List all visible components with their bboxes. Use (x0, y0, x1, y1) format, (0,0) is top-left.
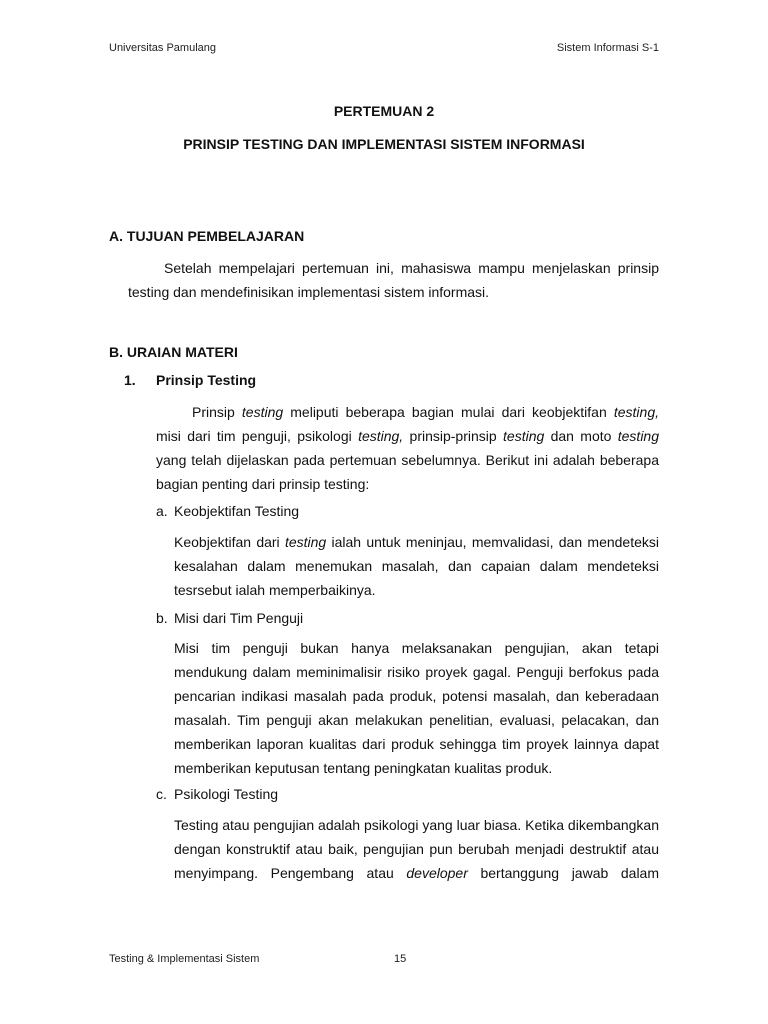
paragraph-line: bagian penting dari prinsip testing: (156, 476, 370, 492)
header-right: Sistem Informasi S-1 (556, 42, 659, 54)
item-a-heading (156, 503, 299, 519)
paragraph-line: Setelah mempelajari pertemuan ini, mahasiswa mampu menjelaskan prinsip (164, 260, 659, 276)
item-b-paragraph (174, 636, 659, 780)
paragraph-line: tesrsebut ialah memperbaikinya. (174, 582, 376, 598)
topic-title: PRINSIP TESTING DAN IMPLEMENTASI SISTEM INFORMASI (183, 136, 585, 152)
section-a-paragraph (128, 256, 659, 304)
page-number: 15 (394, 953, 407, 965)
paragraph-line: pencarian indikasi masalah pada produk, potensi masalah, dan keberadaan (174, 688, 659, 704)
paragraph-line: Keobjektifan dari testing ialah untuk meninjau, memvalidasi, dan mendeteksi (174, 534, 659, 550)
paragraph-line: Testing atau pengujian adalah psikologi yang luar biasa. Ketika dikembangkan (174, 817, 659, 833)
item-letter: b. (156, 610, 168, 626)
paragraph-line: Prinsip testing meliputi beberapa bagian mulai dari keobjektifan testing, (192, 404, 659, 420)
subsection-1-heading (124, 372, 256, 388)
subsection-number: 1. (124, 372, 136, 388)
paragraph-line: testing dan mendefinisikan implementasi sistem informasi. (128, 284, 490, 300)
paragraph-line: yang telah dijelaskan pada pertemuan sebelumnya. Berikut ini adalah beberapa (156, 452, 659, 468)
paragraph-line: menyimpang. Pengembang atau developer bertanggung jawab dalam (174, 865, 659, 881)
paragraph-line: misi dari tim penguji, psikologi testing, prinsip-prinsip testing dan moto testing (156, 428, 659, 444)
section-b-heading: B. URAIAN MATERI (109, 344, 238, 360)
paragraph-line: Misi tim penguji bukan hanya melaksanakan pengujian, akan tetapi (174, 640, 659, 656)
item-b-heading (156, 610, 303, 626)
item-letter: c. (156, 786, 167, 802)
subsection-title: Prinsip Testing (156, 372, 257, 388)
paragraph-line: mendukung dalam meminimalisir risiko proyek gagal. Penguji berfokus pada (174, 664, 659, 680)
paragraph-line: masalah. Tim penguji akan melakukan penelitian, evaluasi, pelacakan, dan (174, 712, 659, 728)
item-c-heading (156, 786, 278, 802)
section-a-heading: A. TUJUAN PEMBELAJARAN (109, 228, 305, 244)
item-title: Psikologi Testing (174, 786, 279, 802)
header-left: Universitas Pamulang (109, 42, 216, 54)
meeting-title: PERTEMUAN 2 (333, 103, 435, 119)
intro-paragraph (156, 400, 659, 496)
paragraph-line: memberikan keputusan tentang peningkatan kualitas produk. (174, 760, 553, 776)
item-c-paragraph (174, 813, 659, 885)
footer-left: Testing & Implementasi Sistem (109, 953, 260, 965)
item-title: Keobjektifan Testing (174, 503, 300, 519)
item-title: Misi dari Tim Penguji (174, 610, 304, 626)
item-letter: a. (156, 503, 168, 519)
paragraph-line: kesalahan dalam menemukan masalah, dan capaian dalam mendeteksi (174, 558, 659, 574)
paragraph-line: dengan konstruktif atau baik, pengujian pun berubah menjadi destruktif atau (174, 841, 659, 857)
item-a-paragraph (174, 530, 659, 602)
paragraph-line: memberikan laporan kualitas dari produk sehingga tim proyek lainnya dapat (174, 736, 659, 752)
